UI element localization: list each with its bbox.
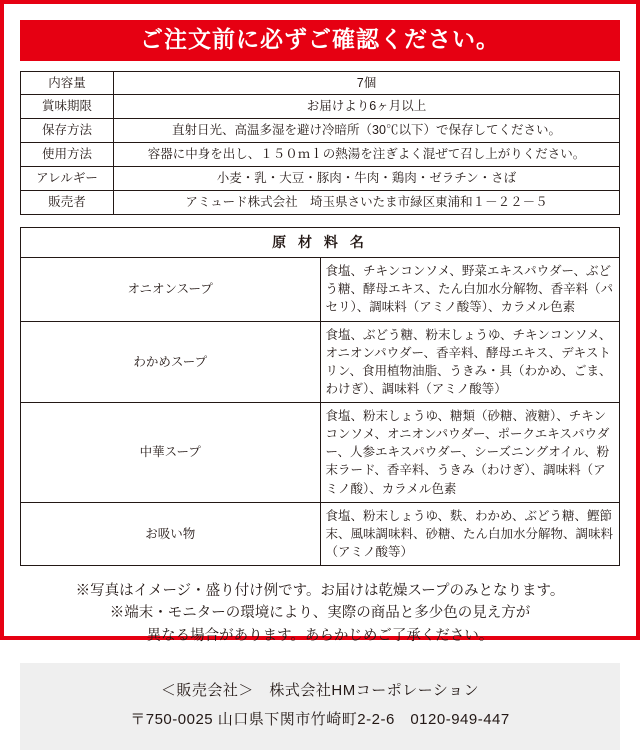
table-header-row bbox=[21, 227, 620, 257]
disclaimer-notes bbox=[20, 580, 620, 647]
info-value-2: 直射日光、高温多湿を避け冷暗所（30℃以下）で保存してください。 bbox=[114, 119, 620, 143]
info-label-2: 保存方法 bbox=[21, 119, 114, 143]
ingredients-table bbox=[20, 227, 620, 566]
note-line-0: ※写真はイメージ・盛り付け例です。お届けは乾燥スープのみとなります。 bbox=[75, 583, 565, 600]
info-value-5: アミュード株式会社 埼玉県さいたま市緑区東浦和１－２２－５ bbox=[114, 190, 620, 214]
seller-company: ＜販売会社＞ 株式会社HMコーポレーション bbox=[160, 682, 480, 700]
info-value-0: 7個 bbox=[114, 71, 620, 95]
note-line-1: ※端末・モニターの環境により、実際の商品と多少色の見え方が bbox=[109, 605, 531, 622]
page-content bbox=[4, 4, 636, 647]
product-info-table bbox=[20, 71, 620, 215]
info-label-0: 内容量 bbox=[21, 71, 114, 95]
attention-banner: ご注文前に必ずご確認ください。 bbox=[20, 20, 620, 61]
note-line-2: 異なる場合があります。あらかじめご了承ください。 bbox=[146, 627, 494, 644]
table-row bbox=[21, 119, 620, 143]
info-label-5: 販売者 bbox=[21, 190, 114, 214]
seller-address: 〒750-0025 山口県下関市竹崎町2-2-6 0120-949-447 bbox=[130, 710, 510, 728]
table-row bbox=[21, 190, 620, 214]
table-row bbox=[21, 95, 620, 119]
table-row bbox=[21, 167, 620, 191]
info-value-4: 小麦・乳・大豆・豚肉・牛肉・鶏肉・ゼラチン・さば bbox=[114, 167, 620, 191]
ingredient-body-3: 食塩、粉末しょうゆ、麩、わかめ、ぶどう糖、鰹節末、風味調味料、砂糖、たん白加水分解物、調味料（アミノ酸等） bbox=[320, 502, 620, 565]
info-value-1: お届けより6ヶ月以上 bbox=[114, 95, 620, 119]
table-row bbox=[21, 71, 620, 95]
info-label-1: 賞味期限 bbox=[21, 95, 114, 119]
table-row bbox=[21, 143, 620, 167]
table-row bbox=[21, 258, 620, 321]
seller-footer bbox=[20, 663, 620, 750]
table-row bbox=[21, 321, 620, 403]
table-row bbox=[21, 403, 620, 503]
info-label-4: アレルギー bbox=[21, 167, 114, 191]
table-row bbox=[21, 502, 620, 565]
ingredient-body-2: 食塩、粉末しょうゆ、糖類（砂糖、液糖）、チキンコンソメ、オニオンパウダー、ポークエキスパウダー、人参エキスパウダー、シーズニングオイル、粉末ラード、香辛料、うきみ（わけぎ）、調味料（アミノ酸）、カラメル色素 bbox=[320, 403, 620, 503]
ingredient-name-0: オニオンスープ bbox=[21, 258, 321, 321]
table-spacer bbox=[20, 215, 620, 227]
info-label-3: 使用方法 bbox=[21, 143, 114, 167]
ingredient-name-2: 中華スープ bbox=[21, 403, 321, 503]
info-value-3: 容器に中身を出し、１５０ｍｌの熱湯を注ぎよく混ぜて召し上がりください。 bbox=[114, 143, 620, 167]
ingredient-body-1: 食塩、ぶどう糖、粉末しょうゆ、チキンコンソメ、オニオンパウダー、香辛料、酵母エキス、デキストリン、食用植物油脂、うきみ・具（わかめ、ごま、わけぎ）、調味料（アミノ酸等） bbox=[320, 321, 620, 403]
ingredient-body-0: 食塩、チキンコンソメ、野菜エキスパウダー、ぶどう糖、酵母エキス、たん白加水分解物、香辛料（パセリ）、調味料（アミノ酸等）、カラメル色素 bbox=[320, 258, 620, 321]
ingredient-name-1: わかめスープ bbox=[21, 321, 321, 403]
ingredient-name-3: お吸い物 bbox=[21, 502, 321, 565]
ingredients-header: 原 材 料 名 bbox=[21, 227, 620, 257]
